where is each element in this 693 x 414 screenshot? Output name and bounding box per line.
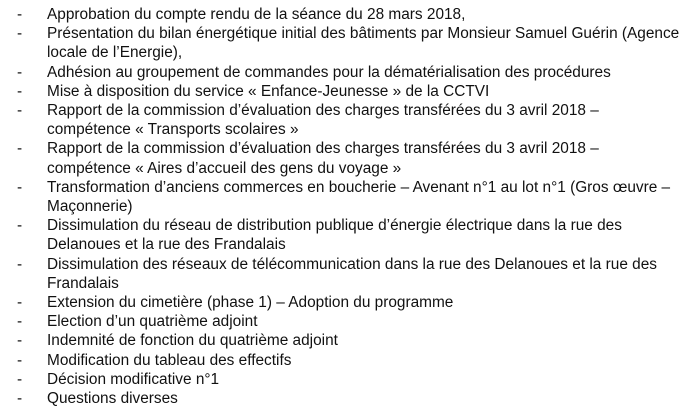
agenda-item (0, 216, 693, 254)
agenda-item (0, 139, 693, 177)
agenda-item-text: Dissimulation du réseau de distribution publique d’énergie électrique dans la rue des Delanoues et la rue des Frandalais (47, 217, 622, 254)
agenda-item-text: Extension du cimetière (phase 1) – Adoption du programme (47, 294, 454, 312)
bullet-dash: - (17, 178, 23, 196)
agenda-item-text: Rapport de la commission d’évaluation des charges transférées du 3 avril 2018 – compétence « Transports scolaires » (47, 102, 599, 139)
agenda-item (0, 24, 693, 62)
agenda-item-text: Modification du tableau des effectifs (47, 351, 292, 369)
bullet-dash: - (17, 351, 23, 369)
agenda-item-text: Transformation d’anciens commerces en boucherie – Avenant n°1 au lot n°1 (Gros œuvre – Maçonnerie) (47, 178, 671, 216)
agenda-item-text: Adhésion au groupement de commandes pour la dématérialisation des procédures (47, 63, 611, 81)
agenda-list (0, 5, 693, 408)
agenda-item-text: Rapport de la commission d’évaluation des charges transférées du 3 avril 2018 – compétence « Aires d’accueil des gens du voyage » (47, 140, 599, 177)
agenda-item (0, 63, 693, 82)
agenda-item (0, 351, 693, 370)
bullet-dash: - (17, 255, 23, 273)
agenda-item-text: Décision modificative n°1 (47, 370, 220, 388)
bullet-dash: - (17, 82, 23, 100)
bullet-dash: - (17, 313, 23, 331)
bullet-dash: - (17, 140, 23, 158)
agenda-item (0, 389, 693, 408)
bullet-dash: - (17, 6, 23, 23)
bullet-dash: - (17, 25, 23, 43)
agenda-item (0, 370, 693, 389)
bullet-dash: - (17, 102, 23, 120)
bullet-dash: - (17, 294, 23, 312)
agenda-item-text: Questions diverses (47, 390, 178, 408)
bullet-dash: - (17, 390, 23, 408)
agenda-item-text: Dissimulation des réseaux de télécommunication dans la rue des Delanoues et la rue des Frandalais (47, 255, 657, 292)
agenda-item (0, 293, 693, 312)
bullet-dash: - (17, 217, 23, 235)
agenda-item (0, 178, 693, 216)
agenda-item-text: Approbation du compte rendu de la séance du 28 mars 2018, (47, 6, 466, 23)
agenda-item (0, 255, 693, 293)
bullet-dash: - (17, 63, 23, 81)
agenda-item-text: Indemnité de fonction du quatrième adjoint (47, 332, 338, 350)
agenda-item (0, 82, 693, 101)
bullet-dash: - (17, 332, 23, 350)
agenda-item-text: Election d’un quatrième adjoint (47, 313, 258, 331)
agenda-item (0, 312, 693, 331)
agenda-item-text: Présentation du bilan énergétique initial des bâtiments par Monsieur Samuel Guérin (Agence locale de l’Energie), (47, 25, 680, 62)
agenda-item-text: Mise à disposition du service « Enfance-Jeunesse » de la CCTVI (47, 82, 490, 100)
agenda-item (0, 331, 693, 350)
bullet-dash: - (17, 370, 23, 388)
agenda-item (0, 101, 693, 139)
agenda-item (0, 5, 693, 24)
